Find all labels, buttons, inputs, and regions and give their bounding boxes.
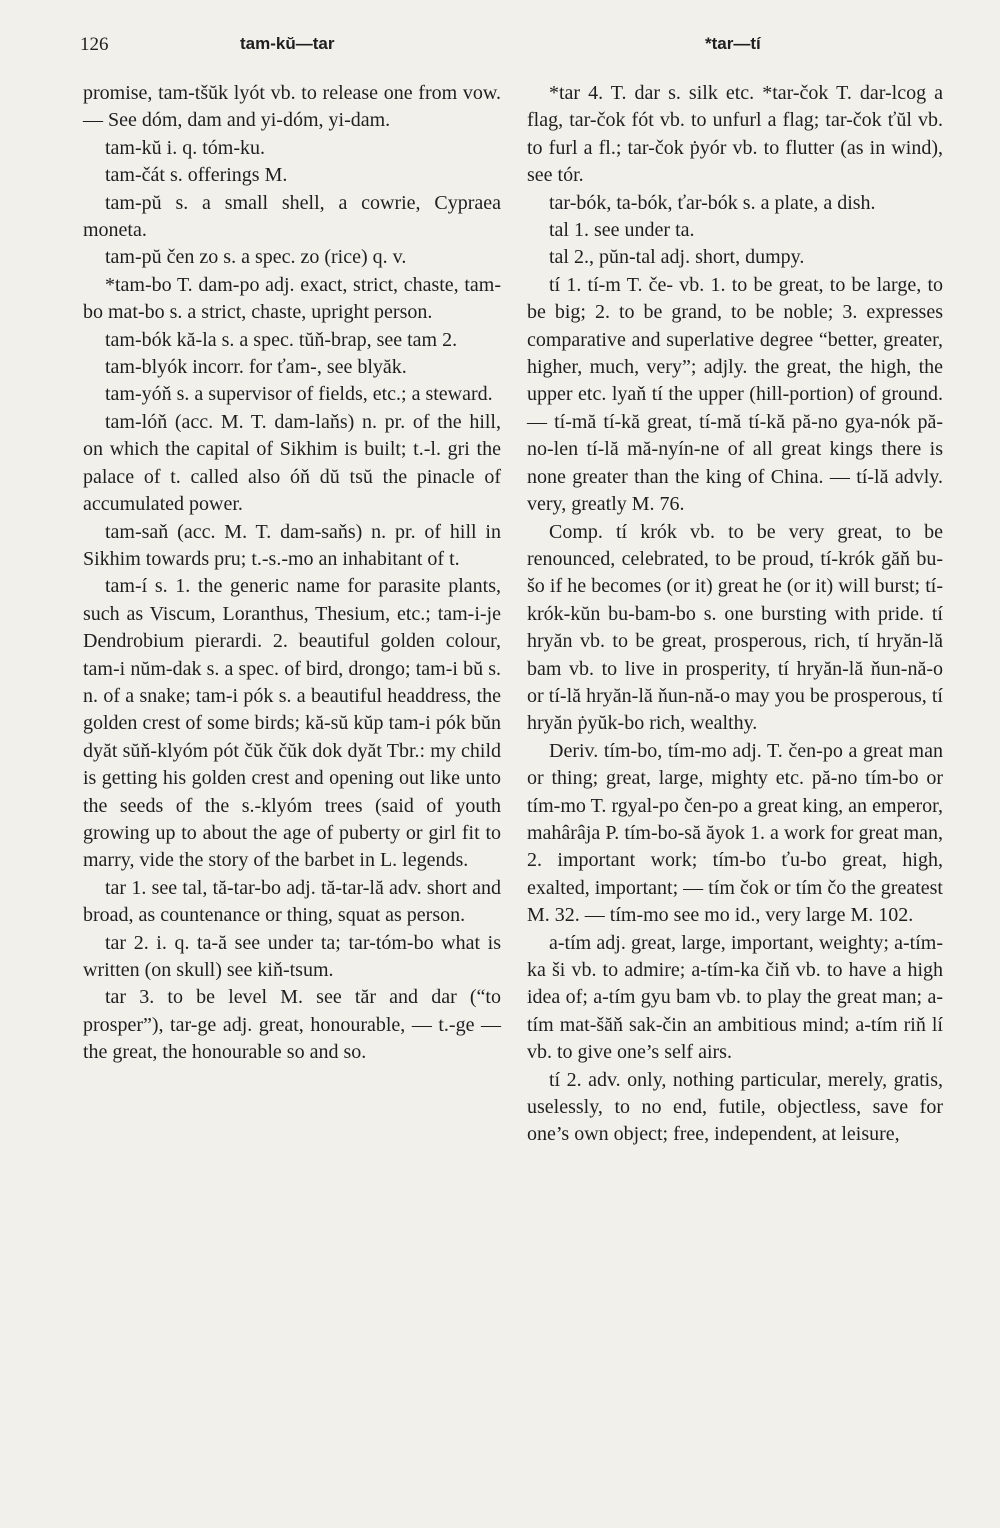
running-head-left: tam-kŭ—tar	[240, 34, 335, 53]
dictionary-entry: tí 1. tí-m T. če- vb. 1. to be great, to be large, to be big; 2. to be grand, to be noble; 3. expresses comparative and superlative degree “better, greater, higher, much, very”; adjly. the great, the high, the upper etc. lyaň tí the upper (hill-portion) of ground. — tí-mă tí-kă great, tí-mă tí-kă pă-no gya-nók pă-no-len tí-lă mă-nyín-ne of all great kings there is none greater than the king of China. — tí-lă advly. very, greatly M. 76.	[527, 273, 943, 516]
dictionary-entry: tam-lóň (acc. M. T. dam-laňs) n. pr. of the hill, on which the capital of Sikhim is built; t.-l. gri the palace of t. called also óň dŭ tsŭ the pinacle of accumulated power.	[83, 410, 501, 516]
dictionary-entry: tí 2. adv. only, nothing particular, merely, gratis, uselessly, to no end, futile, objectless, save for one’s own object; free, independent, at leisure,	[527, 1068, 943, 1146]
left-column	[83, 80, 501, 1067]
dictionary-entry: tar-bók, ta-bók, ťar-bók s. a plate, a dish.	[549, 191, 876, 214]
dictionary-entry: tar 3. to be level M. see tăr and dar (“to prosper”), tar-ge adj. great, honourable, — t.-ge — the great, the honourable so and so.	[83, 986, 501, 1064]
dictionary-entry: tar 2. i. q. ta-ă see under ta; tar-tóm-bo what is written (on skull) see kiň-tsum.	[83, 931, 501, 981]
dictionary-entry: tam-í s. 1. the generic name for parasite plants, such as Viscum, Loranthus, Thesium, etc.; tam-i-je Dendrobium pierardi. 2. beautiful golden colour, tam-i nŭm-dak s. a spec. of bird, drongo; tam-i bŭ s. n. of a snake; tam-i pók s. a beautiful headdress, the golden crest of some birds; kă-sŭ kŭp tam-i pók bŭn dyăt sŭň-klyóm pót čŭk čŭk dok dyăt Tbr.: my child is getting his golden crest and opening out like unto the seeds of the s.-klyóm trees (said of youth growing up to about the age of puberty or girl fit to marry, vide the story of the barbet in L. legends.	[83, 575, 501, 872]
running-head-right: *tar—tí	[705, 34, 761, 53]
dictionary-entry: a-tím adj. great, large, important, weighty; a-tím-ka ši vb. to admire; a-tím-ka čiň vb. to have a high idea of; a-tím gyu bam vb. to play the great man; a-tím mat-šăň sak-čin an ambitious mind; a-tím riň lí vb. to give one’s self airs.	[527, 931, 943, 1064]
dictionary-entry: tam-saň (acc. M. T. dam-saňs) n. pr. of hill in Sikhim towards pru; t.-s.-mo an inhabitant of t.	[83, 520, 501, 570]
dictionary-entry: tam-čát s. offerings M.	[105, 164, 288, 187]
dictionary-entry: tar 1. see tal, tă-tar-bo adj. tă-tar-lă adv. short and broad, as countenance or thing, squat as person.	[83, 876, 501, 927]
dictionary-entry: Deriv. tím-bo, tím-mo adj. T. čen-po a great man or thing; great, large, mighty etc. pă-no tím-bo or tím-mo T. rgyal-po čen-po a great king, an emperor, mahârâja P. tím-bo-să ăyok 1. a work for great man, 2. important work; tím-bo ťu-bo great, high, exalted, important; — tím čok or tím čo the greatest M. 32. — tím-mo see mo id., very large M. 102.	[527, 739, 943, 927]
dictionary-entry: Comp. tí krók vb. to be very great, to be renounced, celebrated, to be proud, tí-krók găň bu-šo if he becomes (or it) great he (or it) will burst; tí-krók-kŭn bu-bam-bo s. one bursting with pride. tí hryăn vb. to be great, prosperous, rich, tí hryăn-lă bam vb. to live in prosperity, tí hryăn-lă ňun-nă-o or tí-lă hryăn-lă ňun-nă-o may you be prosperous, tí hryăn ṗyŭk-bo rich, wealthy.	[527, 520, 943, 735]
dictionary-entry: *tam-bo T. dam-po adj. exact, strict, chaste, tam-bo mat-bo s. a strict, chaste, upright person.	[83, 273, 501, 324]
dictionary-entry: tam-kŭ i. q. tóm-ku.	[105, 136, 265, 159]
right-column	[527, 80, 943, 1149]
dictionary-entry: tam-pŭ čen zo s. a spec. zo (rice) q. v.	[105, 246, 407, 269]
dictionary-entry: tal 1. see under ta.	[549, 219, 695, 242]
dictionary-entry: tam-blyók incorr. for ťam-, see blyăk.	[105, 356, 407, 379]
dictionary-entry: tam-pŭ s. a small shell, a cowrie, Cypraea moneta.	[83, 191, 501, 242]
dictionary-entry: promise, tam-tšŭk lyót vb. to release one from vow. — See dóm, dam and yi-dóm, yi-dam.	[83, 82, 501, 132]
dictionary-entry: tal 2., pŭn-tal adj. short, dumpy.	[549, 246, 805, 269]
dictionary-entry: tam-yóň s. a supervisor of fields, etc.; a steward.	[105, 383, 493, 406]
dictionary-entry: tam-bók kă-la s. a spec. tŭň-brap, see tam 2.	[105, 328, 458, 351]
page-number: 126	[80, 34, 109, 55]
dictionary-entry: *tar 4. T. dar s. silk etc. *tar-čok T. dar-lcog a flag, tar-čok fót vb. to unfurl a flag; tar-čok ťŭl vb. to furl a fl.; tar-čok ṗyór vb. to flutter (as in wind), see tór.	[527, 82, 943, 187]
page-header	[80, 34, 940, 62]
